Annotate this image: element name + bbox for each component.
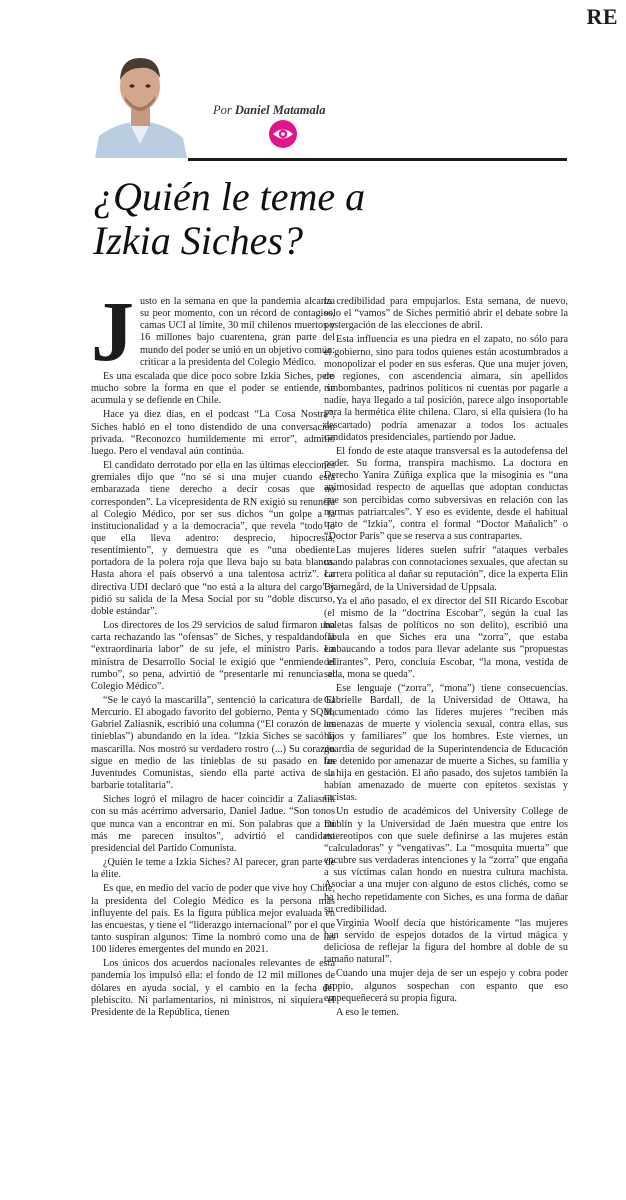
byline-author: Daniel Matamala — [234, 103, 326, 117]
paragraph: Los únicos dos acuerdos nacionales relevantes de esta pandemia los impulsó ella: el fondo de 12 mil millones de dólares en ayuda social, y el cambio en la fecha del plebiscito. Ni parlamentarios, ni ministros, ni siquiera el Presidente de la República, tienen — [91, 958, 335, 1018]
byline-prefix: Por — [213, 103, 232, 117]
paragraph: Siches logró el milagro de hacer coincidir a Zaliasnik con su más acérrimo adversario, Daniel Jadue. “Son tonos que nunca van a encontrar en mí. Son palabras que a mí más me parecen insultos”, advirtió el candidato presidencial del Partido Comunista. — [91, 794, 335, 854]
paragraph: “Se le cayó la mascarilla”, sentenció la caricatura de El Mercurio. El abogado favorito del gobierno, Penta y SQM, Gabriel Zaliasnik, escribió una columna (“El corazón de las tinieblas”) abundando en la idea. “Izkia Siches se sacó la mascarilla. Nos mostró su verdadero rostro (...) Su corazón sigue en medio de las tinieblas de su pasado en las Juventudes Comunistas, siendo ella parte activa de la barbarie totalitaria”. — [91, 695, 335, 792]
article-column-right — [324, 296, 568, 1021]
section-tag: RE — [586, 4, 618, 29]
author-photo — [93, 48, 188, 158]
paragraph: Un estudio de académicos del University College de Dublín y la Universidad de Jaén muestra que entre los estereotipos con que suele definirse a las mujeres están “calculadoras” y “vengativas”. La “mosquita muerta” que encubre sus verdaderas intenciones y la “zorra” que engaña a sus víctimas calan hondo en nuestra cultura machista. Asociar a una mujer con alguno de estos clichés, como se ha hecho repetidamente con Siches, es una forma de dañar su credibilidad. — [324, 806, 568, 915]
paragraph: Las mujeres líderes suelen sufrir “ataques verbales usando palabras con connotaciones sexuales, que afectan su carrera política al dañar su reputación”, dice la experta Elin Bjarnegård, de la Universidad de Uppsala. — [324, 545, 568, 593]
drop-cap: J — [91, 283, 134, 379]
paragraph: Es que, en medio del vacío de poder que vive hoy Chile, la presidenta del Colegio Médico es la persona más influyente del país. Es la figura pública mejor evaluada en las encuestas, y tiene el “liderazgo internacional” por el que tanto suspiran algunos: Time la nombró como una de las 100 líderes emergentes del mundo en 2021. — [91, 883, 335, 956]
eye-icon — [268, 119, 298, 149]
header-rule — [188, 158, 567, 161]
paragraph: Es una escalada que dice poco sobre Izkia Siches, pero mucho sobre la forma en que el poder se entiende, se acumula y se defiende en Chile. — [91, 370, 335, 407]
paragraph: la credibilidad para empujarlos. Esta semana, de nuevo, solo el “vamos” de Siches permitió abrir el debate sobre la postergación de las elecciones de abril. — [324, 296, 568, 332]
paragraph: Los directores de los 29 servicios de salud firmaron una carta rechazando las “ofensas” de Siches, y respaldando la “extraordinaria labor” de su jefe, el ministro Paris. La ministra de Desarrollo Social le exigió que “enmiende el rumbo”, so pena, advirtió de “presentarle mi renuncia al Colegio Médico”. — [91, 620, 335, 692]
paragraph: El candidato derrotado por ella en las últimas elecciones gremiales dijo que “no sé si una mujer cuando está embarazada tiene derecho a decir cosas que no corresponden”. La vicepresidenta de RN exigió su renuncia al Colegio Médico, por ser sus dichos “un golpe a la institucionalidad y a la democracia”, que revela “todo lo que ella lleva adentro: desprecio, hipocresía, resentimiento”, y demuestra que es “una obediente portadora de la polera roja que lleva bajo su bata blanca. Hasta ahora el país observó a una talentosa actriz”. La directiva UDI declaró que “no está a la altura del cargo” y pidió su salida de la Mesa Social por su “doble discurso, doble estándar”. — [91, 460, 335, 617]
headline — [93, 175, 365, 263]
article-column-left — [91, 283, 335, 1021]
headline-line-2: Izkia Siches? — [93, 218, 303, 263]
paragraph: Ese lenguaje (“zorra”, “mona”) tiene consecuencias. Gabrielle Bardall, de la Universidad de Ottawa, ha documentado cómo las líderes mujeres “reciben más amenazas de muerte y violencia sexual, contra ellas, sus hijos y familiares” que los hombres. Este viernes, un guardia de seguridad de la Superintendencia de Educación fue detenido por amenazar de muerte a Siches, su familia y su hija en gestación. El año pasado, dos sujetos también la habían amenazado de muerte con epítetos sexistas y racistas. — [324, 682, 568, 804]
headline-line-1: ¿Quién le teme a — [93, 174, 366, 219]
paragraph: Virginia Woolf decía que históricamente “las mujeres han servido de espejos dotados de la virtud mágica y deliciosa de reflejar la figura del hombre al doble de su tamaño natural”. — [324, 917, 568, 966]
paragraph: Justo en la semana en que la pandemia alcanza su peor momento, con un récord de contagios, camas UCI al límite, 30 mil chilenos muertos y 16 millones bajo cuarentena, gran parte del mundo del poder se unió en un objetivo común: criticar a la presidenta del Colegio Médico. — [91, 283, 335, 379]
paragraph: Ya el año pasado, el ex director del SII Ricardo Escobar (el mismo de la “doctrina Escobar”, según la cual las boletas falsas de políticos no son delito), escribió una fábula en que Siches era una “zorra”, que estaba embaucando a todos para llevar adelante sus “propuestas delirantes”. Pero, concluía Escobar, “la mona, vestida de seda, mona se queda”. — [324, 595, 568, 680]
paragraph: Esta influencia es una piedra en el zapato, no sólo para el gobierno, sino para todos quienes están acostumbrados a monopolizar el poder en sus esferas. Que una mujer joven, de regiones, con ascendencia aimara, sin apellidos rimbombantes, padrinos políticos ni cuentas por pagarle a nadie, haya llegado a tal posición, parece algo insoportable para la hermética élite chilena. Claro, si ella quisiera (lo ha descartado) podría amenazar a todos los actuales candidatos presidenciales, partiendo por Jadue. — [324, 334, 568, 443]
paragraph: Cuando una mujer deja de ser un espejo y cobra poder propio, algunos sospechan con espanto que eso empequeñecerá su propia figura. — [324, 968, 568, 1004]
paragraph: El fondo de este ataque transversal es la autodefensa del poder. Su forma, transpira machismo. La doctora en Derecho Yanira Zúñiga explica que la misoginia es “una animosidad respecto de aquellas que adoptan conductas que son percibidas como subversivas en relación con las normas patriarcales”. Y eso es evidente, desde el habitual trato de “Izkia”, contra el formal “Doctor Mañalich” o “Doctor Paris” que se reserva a sus contrapartes. — [324, 445, 568, 542]
paragraph: Hace ya diez días, en el podcast “La Cosa Nostra”, Siches habló en el tono distendido de una conversación privada. “Reconozco humildemente mi error”, admitió luego. Pero el vendaval aún continúa. — [91, 409, 335, 457]
closing-paragraph: A eso le temen. — [336, 1006, 399, 1018]
byline — [213, 103, 326, 118]
paragraph: ¿Quién le teme a Izkia Siches? Al parecer, gran parte de la élite. — [91, 857, 335, 881]
